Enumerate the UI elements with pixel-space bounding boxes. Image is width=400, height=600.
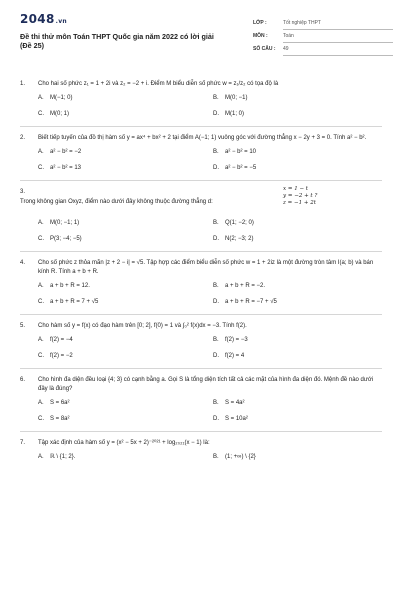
title-line-1: Đề thi thử môn Toán THPT Quốc gia năm 2022 có lời giải [20, 32, 214, 41]
option-text: S = 6a² [50, 400, 70, 406]
option-letter: B. [213, 149, 219, 155]
option-letter: B. [213, 95, 219, 101]
option-letter: C. [38, 299, 44, 305]
question-number: 4. [20, 260, 26, 266]
logo-suffix: .vn [55, 18, 67, 25]
question-5 [0, 322, 400, 361]
option-d[interactable] [213, 298, 383, 307]
option-letter: B. [213, 220, 219, 226]
option-text: S = 10a² [225, 416, 248, 422]
question-number: 7. [20, 440, 26, 446]
meta-box [253, 20, 393, 59]
meta-row-count [253, 46, 393, 59]
option-text: a + b + R = −7 + √5 [225, 299, 277, 305]
question-6 [0, 376, 400, 424]
option-a[interactable] [38, 336, 213, 345]
divider [20, 126, 382, 127]
option-letter: B. [213, 454, 219, 460]
option-text: S = 4a² [225, 400, 245, 406]
subject-label: MÔN : [253, 33, 268, 39]
options [38, 219, 382, 244]
option-text: f(2) = −2 [50, 353, 73, 359]
option-letter: C. [38, 111, 44, 117]
divider [20, 368, 382, 369]
question-7 [0, 439, 400, 462]
class-value: Tốt nghiệp THPT [283, 20, 393, 30]
option-c[interactable] [38, 415, 213, 424]
option-a[interactable] [38, 399, 213, 408]
option-letter: A. [38, 454, 44, 460]
line-eq-y: y = −2 + t ? [283, 193, 318, 199]
option-letter: B. [213, 283, 219, 289]
option-b[interactable] [213, 219, 383, 228]
options [38, 336, 382, 361]
option-b[interactable] [213, 336, 383, 345]
option-text: N(2; −3; 2) [225, 236, 254, 242]
option-a[interactable] [38, 94, 213, 103]
option-d[interactable] [213, 235, 383, 244]
option-text: a² − b² = −5 [225, 165, 257, 171]
option-c[interactable] [38, 298, 213, 307]
option-letter: C. [38, 416, 44, 422]
option-text: Q(1; −2; 0) [225, 220, 254, 226]
options [38, 399, 382, 424]
option-a[interactable] [38, 282, 213, 291]
line-eq-x: x = 1 − t [283, 186, 309, 192]
option-letter: D. [213, 111, 219, 117]
question-text: Tập xác định của hàm số y = (x² − 5x + 2)⁻²⁰²¹ + log₂₀₂₁(x − 1) là: [38, 440, 210, 446]
option-c[interactable] [38, 110, 213, 119]
document-header [0, 4, 400, 68]
question-number: 6. [20, 377, 26, 383]
option-c[interactable] [38, 235, 213, 244]
option-letter: A. [38, 400, 44, 406]
option-text: M(−1; 0) [50, 95, 73, 101]
question-number: 1. [20, 81, 26, 87]
options [38, 94, 382, 119]
line-eq-z: z = −1 + 2t [283, 200, 316, 206]
option-d[interactable] [213, 110, 383, 119]
option-text: a² − b² = 10 [225, 149, 257, 155]
question-4 [0, 259, 400, 307]
meta-row-subject [253, 33, 393, 46]
options [38, 148, 382, 173]
options [38, 282, 382, 307]
option-text: S = 8a² [50, 416, 70, 422]
option-c[interactable] [38, 164, 213, 173]
logo-text: 2048 [20, 12, 55, 26]
option-letter: D. [213, 353, 219, 359]
option-letter: A. [38, 283, 44, 289]
option-c[interactable] [38, 352, 213, 361]
option-letter: C. [38, 165, 44, 171]
question-1 [0, 80, 400, 119]
option-letter: D. [213, 165, 219, 171]
option-text: M(0; 1) [50, 111, 70, 117]
option-text: a² − b² = 13 [50, 165, 82, 171]
question-text: Trong không gian Oxyz, điểm nào dưới đây không thuộc đường thẳng d: [20, 199, 213, 205]
option-text: P(3; −4; −5) [50, 236, 82, 242]
count-value: 49 [283, 46, 393, 56]
question-3 [0, 188, 400, 244]
count-label: SỐ CÂU : [253, 46, 276, 52]
divider [20, 251, 382, 252]
option-text: a + b + R = 12. [50, 283, 90, 289]
option-text: a + b + R = −2. [225, 283, 266, 289]
option-d[interactable] [213, 164, 383, 173]
document-title [20, 32, 245, 50]
option-letter: D. [213, 416, 219, 422]
option-text: M(1; 0) [225, 111, 245, 117]
subject-value: Toán [283, 33, 393, 43]
question-text: Cho số phức z thỏa mãn |z + 2 − i| = √5. Tập hợp các điểm biểu diễn số phức w = 1 + 2iz là một đường tròn tâm I(a; b) và bán kính R. Tính a + b + R. [38, 260, 374, 275]
option-letter: A. [38, 220, 44, 226]
option-b[interactable] [213, 94, 383, 103]
option-a[interactable] [38, 148, 213, 157]
question-text: Cho hai số phức z₁ = 1 + 2i và z₂ = −2 + i. Điểm M biểu diễn số phức w = z₁/z₂ có tọa độ là [38, 81, 279, 87]
option-text: f(2) = −4 [50, 337, 73, 343]
option-letter: C. [38, 353, 44, 359]
option-text: M(0; −1) [225, 95, 248, 101]
class-label: LỚP : [253, 20, 267, 26]
option-text: f(2) = −3 [225, 337, 248, 343]
option-text: M(0; −1; 1) [50, 220, 80, 226]
question-number: 3. [20, 189, 26, 195]
option-d[interactable] [213, 415, 383, 424]
option-letter: A. [38, 95, 44, 101]
option-letter: D. [213, 236, 219, 242]
option-a[interactable] [38, 219, 213, 228]
option-letter: B. [213, 337, 219, 343]
question-text: Cho hình đa diện đều loại {4; 3} có cạnh bằng a. Gọi S là tổng diện tích tất cả các mặt của hình đa diện đó. Mệnh đề nào dưới đây là đúng? [38, 377, 374, 392]
meta-row-class [253, 20, 393, 33]
option-text: ℝ \ {1; 2}. [50, 454, 76, 460]
question-number: 2. [20, 135, 26, 141]
options [38, 453, 382, 462]
divider [20, 314, 382, 315]
option-letter: B. [213, 400, 219, 406]
option-letter: A. [38, 149, 44, 155]
question-2 [0, 134, 400, 173]
option-letter: C. [38, 236, 44, 242]
question-number: 5. [20, 323, 26, 329]
option-b[interactable] [213, 148, 383, 157]
option-b[interactable] [213, 282, 383, 291]
option-text: (1; +∞) \ {2} [225, 454, 256, 460]
question-list [0, 80, 400, 462]
option-d[interactable] [213, 352, 383, 361]
option-text: a + b + R = 7 + √5 [50, 299, 99, 305]
option-b[interactable] [213, 453, 383, 462]
title-line-2: (Đề 25) [20, 41, 44, 50]
option-text: f(2) = 4 [225, 353, 245, 359]
divider [20, 180, 382, 181]
option-b[interactable] [213, 399, 383, 408]
divider [20, 431, 382, 432]
option-letter: D. [213, 299, 219, 305]
question-text: Cho hàm số y = f(x) có đạo hàm trên [0; 2], f(0) = 1 và ∫₀² f(x)dx = −3. Tính f(2). [38, 323, 247, 329]
question-text: Biết tiếp tuyến của đồ thị hàm số y = ax⁴ + bx² + 2 tại điểm A(−1; 1) vuông góc với đường thẳng x − 2y + 3 = 0. Tính a² − b². [38, 135, 367, 141]
option-letter: A. [38, 337, 44, 343]
option-a[interactable] [38, 453, 213, 462]
option-text: a² − b² = −2 [50, 149, 82, 155]
line-equation-system [283, 186, 317, 207]
